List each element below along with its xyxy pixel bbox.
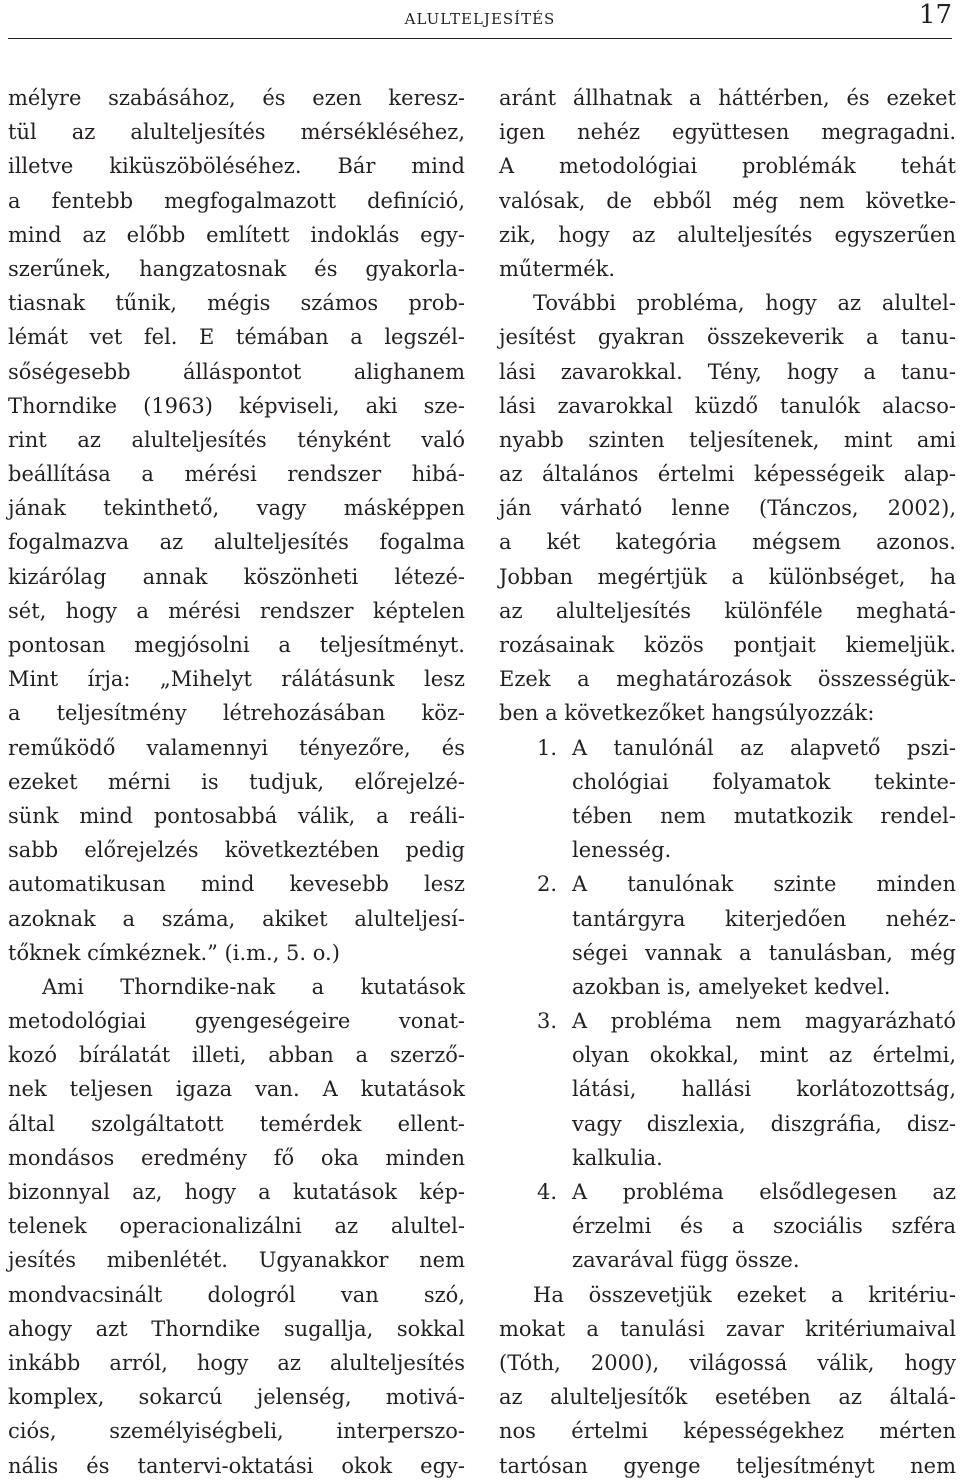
text-line: jának tekinthető, vagy másképpen — [8, 496, 465, 521]
text-line: az alulteljesítés különféle meghatá- — [499, 598, 956, 623]
list-item — [499, 1004, 956, 1175]
text-line: A tanulónak szinte minden — [572, 872, 956, 897]
text-line: kizárólag annak köszönheti létezé- — [8, 564, 465, 589]
text-line: tantárgyra kiterjedően nehéz- — [572, 906, 956, 931]
text-line: a teljesítmény létrehozásában köz- — [8, 701, 465, 726]
text-line: zavarával függ össze. — [572, 1248, 800, 1273]
text-line: műtermék. — [499, 256, 616, 281]
text-line: rint az alulteljesítés tényként való — [8, 427, 465, 452]
text-line: mokat a tanulási zavar kritériumaival — [499, 1316, 956, 1341]
text-line: valósak, de ebből még nem követke- — [499, 188, 956, 213]
text-line: Ezek a meghatározások összességük- — [499, 667, 956, 692]
text-line: kalkulia. — [572, 1145, 663, 1170]
list-item — [499, 867, 956, 1004]
text-line: nos értelmi képességekhez mérten — [499, 1419, 956, 1444]
text-line: az alulteljesítők esetében az általá- — [499, 1385, 956, 1410]
left-text-column — [8, 81, 465, 1483]
text-line: által szolgáltatott temérdek ellent- — [8, 1111, 465, 1136]
text-line: chológiai folyamatok tekinte- — [572, 769, 956, 794]
text-line: ahogy azt Thorndike sugallja, sokkal — [8, 1316, 465, 1341]
header-rule — [8, 38, 952, 39]
text-line: sünk mind pontosabbá válik, a reáli- — [8, 803, 465, 828]
list-item — [499, 1175, 956, 1278]
text-line: olyan okokkal, mint az értelmi, — [572, 1043, 956, 1068]
text-line: Jobban megértjük a különbséget, ha — [499, 564, 956, 589]
text-line: tartósan gyenge teljesítményt nem — [499, 1453, 956, 1478]
text-line: beállítása a mérési rendszer hibá- — [8, 462, 465, 487]
text-line: komplex, sokarcú jelenség, motivá- — [8, 1385, 465, 1410]
running-title: ALULTELJESÍTÉS — [404, 10, 556, 28]
text-line: szerűnek, hangzatosnak és gyakorla- — [8, 256, 465, 281]
text-line: a fentebb megfogalmazott definíció, — [8, 188, 465, 213]
right-text-column — [499, 81, 956, 1483]
text-line: sőségesebb álláspontot alighanem — [8, 359, 465, 384]
text-line: sabb előrejelzés következtében pedig — [8, 838, 465, 863]
text-line: ben a következőket hangsúlyozzák: — [499, 701, 875, 726]
list-item-number: 2. — [537, 872, 558, 897]
text-line: A metodológiai problémák tehát — [499, 154, 956, 179]
text-line: fogalmazva az alulteljesítés fogalma — [8, 530, 465, 555]
text-line: A tanulónál az alapvető pszi- — [572, 735, 956, 760]
list-item — [499, 731, 956, 868]
text-line: Ha összevetjük ezeket a kritériu- — [533, 1282, 956, 1307]
text-line: azokban is, amelyeket kedvel. — [572, 974, 891, 999]
text-line: mind az előbb említett indoklás egy- — [8, 222, 465, 247]
text-line: az általános értelmi képességeik alap- — [499, 462, 956, 487]
page-number: 17 — [918, 0, 952, 30]
page-header — [0, 0, 960, 40]
text-line: rozásainak közös pontjait kiemeljük. — [499, 633, 956, 657]
text-line: zik, hogy az alulteljesítés egyszerűen — [499, 222, 956, 247]
text-line: mélyre szabásához, és ezen keresz- — [8, 86, 465, 110]
list-item-number: 3. — [537, 1009, 558, 1034]
text-line: sét, hogy a mérési rendszer képtelen — [8, 598, 465, 623]
text-line: azoknak a száma, akiket alulteljesí- — [8, 906, 465, 931]
text-line: A probléma elsődlegesen az — [572, 1180, 956, 1204]
text-line: inkább arról, hogy az alulteljesítés — [8, 1350, 465, 1375]
text-line: tül az alulteljesítés mérsékléséhez, — [8, 120, 465, 145]
text-line: ségei vannak a tanulásban, még — [572, 940, 956, 965]
text-line: mondásos eredmény fő oka minden — [8, 1145, 465, 1170]
text-line: telenek operacionalizálni az alultel- — [8, 1214, 465, 1239]
text-line: aránt állhatnak a háttérben, és ezeket — [499, 86, 956, 110]
text-line: ján várható lenne (Tánczos, 2002), — [499, 496, 956, 521]
text-line: bizonnyal az, hogy a kutatások kép- — [8, 1180, 465, 1204]
text-line: nek teljesen igaza van. A kutatások — [8, 1077, 465, 1102]
text-line: a két kategória mégsem azonos. — [499, 530, 956, 555]
text-line: lémát vet fel. E témában a legszél- — [8, 325, 465, 350]
text-line: lási zavarokkal. Tény, hogy a tanu- — [499, 359, 956, 384]
text-line: ezeket mérni is tudjuk, előrejelzé- — [8, 769, 465, 794]
text-line: lási zavarokkal küzdő tanulók alacso- — [499, 393, 956, 418]
text-line: (Tóth, 2000), világossá válik, hogy — [499, 1350, 956, 1375]
numbered-list — [499, 731, 956, 1278]
text-line: tiasnak tűnik, mégis számos prob- — [8, 291, 465, 316]
text-line: pontosan megjósolni a teljesítményt. — [8, 633, 465, 657]
text-line: nyabb szinten teljesítenek, mint ami — [499, 427, 956, 452]
list-item-text — [572, 867, 956, 1004]
text-line: érzelmi és a szociális szféra — [572, 1214, 956, 1239]
list-item-number: 1. — [537, 735, 558, 760]
text-line: Thorndike (1963) képviseli, aki sze- — [8, 393, 465, 418]
text-line: reműködő valamennyi tényezőre, és — [8, 735, 465, 760]
text-line: jesítést gyakran összekeverik a tanu- — [499, 325, 956, 350]
text-line: A probléma nem magyarázható — [572, 1009, 956, 1034]
text-line: mondvacsinált dologról van szó, — [8, 1282, 465, 1307]
text-line: További probléma, hogy az alultel- — [533, 291, 956, 316]
list-item-text — [572, 731, 956, 868]
text-line: kozó bírálatát illeti, abban a szerző- — [8, 1043, 465, 1068]
text-line: tőknek címkéznek.” (i.m., 5. o.) — [8, 940, 340, 965]
text-line: Ami Thorndike-nak a kutatások — [42, 974, 465, 999]
text-line: látási, hallási korlátozottság, — [572, 1077, 956, 1102]
text-line: ciós, személyiségbeli, interperszo- — [8, 1419, 465, 1444]
text-line: metodológiai gyengeségeire vonat- — [8, 1009, 465, 1034]
text-line: lenesség. — [572, 838, 672, 863]
text-line: igen nehéz együttesen megragadni. — [499, 120, 956, 145]
text-line: tében nem mutatkozik rendel- — [572, 803, 956, 828]
text-line: Mint írja: „Mihelyt rálátásunk lesz — [8, 667, 465, 692]
list-item-text — [572, 1175, 956, 1278]
text-line: vagy diszlexia, diszgráfia, disz- — [572, 1111, 956, 1136]
text-line: nális és tantervi-oktatási okok egy- — [8, 1453, 465, 1478]
list-item-number: 4. — [537, 1180, 558, 1204]
text-line: illetve kiküszöböléséhez. Bár mind — [8, 154, 465, 179]
text-line: jesítés mibenlétét. Ugyanakkor nem — [8, 1248, 465, 1273]
list-item-text — [572, 1004, 956, 1175]
text-line: automatikusan mind kevesebb lesz — [8, 872, 465, 897]
